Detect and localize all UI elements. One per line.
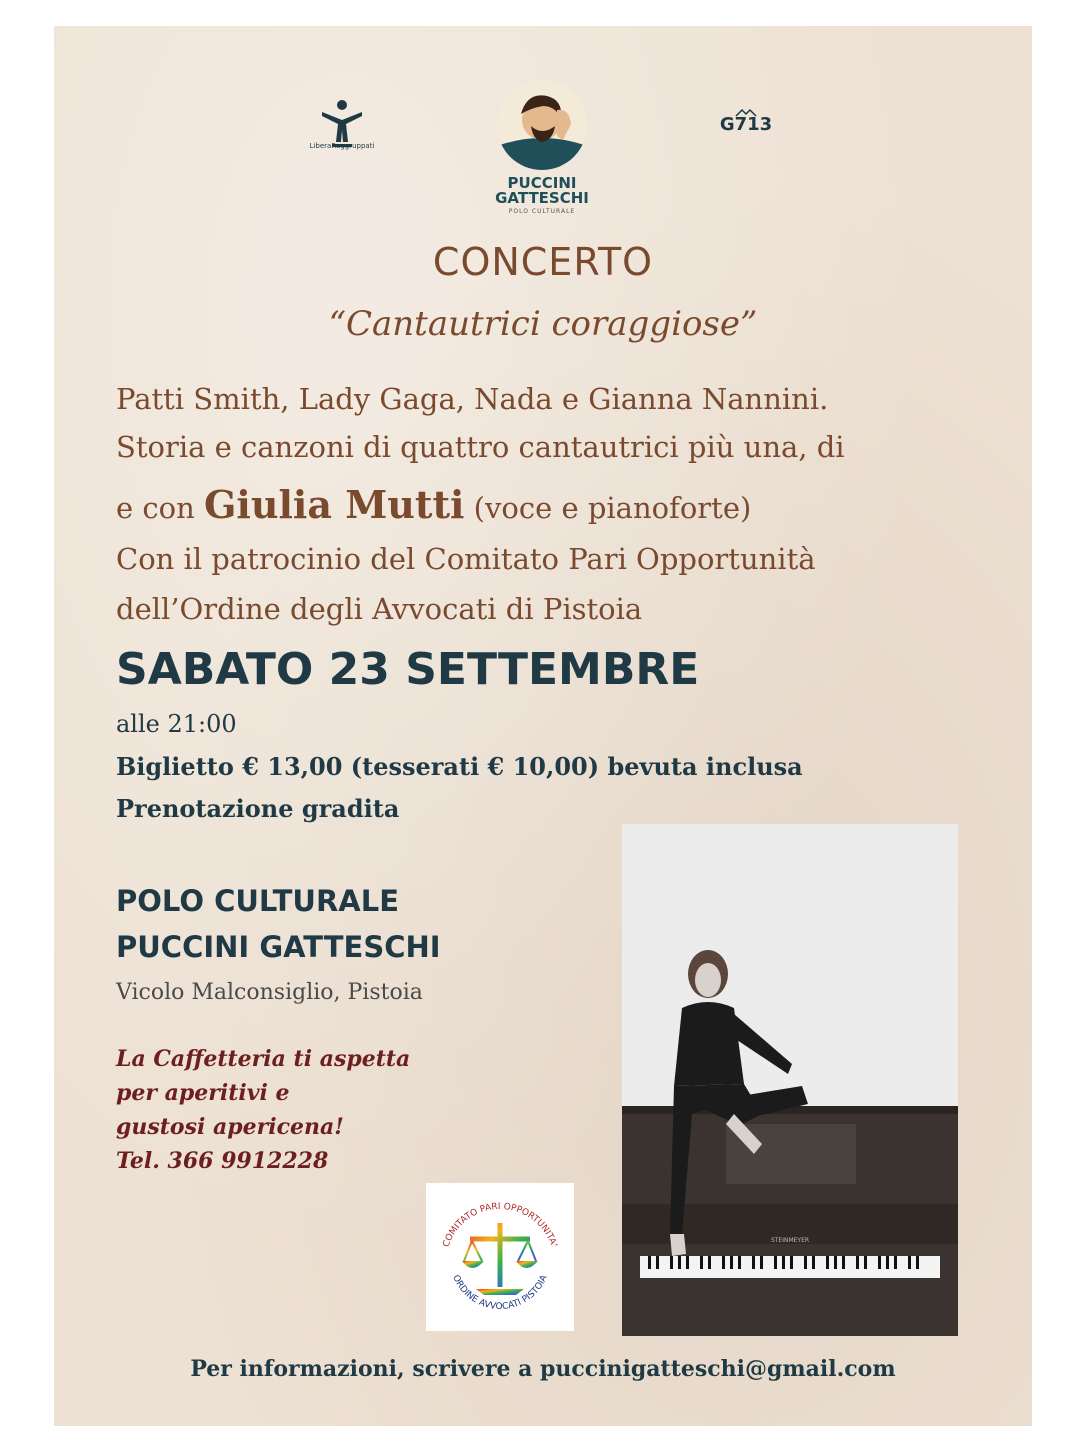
logo-title-line2: GATTESCHI	[495, 189, 589, 207]
piano-scene-image	[622, 824, 958, 1336]
description-line-5: dell’Ordine degli Avvocati di Pistoia	[116, 592, 643, 626]
puccini-gatteschi-logo	[497, 80, 587, 170]
contact-footer: Per informazioni, scrivere a puccinigatteschi@gmail.com	[190, 1356, 896, 1382]
badge-graphic	[426, 1183, 574, 1331]
description-line-2: Storia e canzoni di quattro cantautrici più una, di	[116, 430, 845, 464]
description-line-1: Patti Smith, Lady Gaga, Nada e Gianna Nannini.	[116, 382, 829, 416]
description-line-4: Con il patrocinio del Comitato Pari Opportunità	[116, 542, 816, 576]
cafe-phone: Tel. 366 9912228	[116, 1148, 329, 1174]
pari-opportunita-badge	[426, 1183, 574, 1331]
libera-raggruppati-caption: LiberaRaggruppati	[309, 142, 375, 150]
venue-line-2: PUCCINI GATTESCHI	[116, 930, 441, 964]
concert-subtitle: “Cantautrici coraggiose”	[328, 304, 758, 344]
performer-photo	[622, 824, 958, 1336]
event-date: SABATO 23 SETTEMBRE	[116, 644, 700, 695]
g713-logo-text: G713	[719, 114, 773, 135]
event-time: alle 21:00	[116, 710, 237, 738]
cafe-line-2: per aperitivi e	[116, 1080, 290, 1106]
cafe-line-1: La Caffetteria ti aspetta	[116, 1046, 411, 1072]
puccini-portrait-icon	[497, 80, 587, 170]
performer-name: Giulia Mutti	[203, 482, 465, 527]
venue-address: Vicolo Malconsiglio, Pistoia	[116, 980, 423, 1005]
booking-note: Prenotazione gradita	[116, 794, 400, 823]
cafe-line-3: gustosi apericena!	[116, 1114, 344, 1140]
performer-prefix: e con	[116, 491, 204, 525]
polo-culturale-caption: POLO CULTURALE	[508, 208, 576, 215]
piano-brand: STEINMEYER	[770, 1237, 810, 1244]
badge-bottom-text: ORDINE AVVOCATI PISTOIA	[450, 1273, 550, 1313]
logo-title-line1: PUCCINI	[507, 174, 577, 192]
description-line-3	[116, 482, 751, 527]
poster	[54, 26, 1032, 1426]
concert-heading: CONCERTO	[432, 240, 654, 284]
performer-role: (voce e pianoforte)	[464, 491, 752, 525]
venue-line-1: POLO CULTURALE	[116, 884, 400, 918]
puccini-gatteschi-title	[454, 176, 630, 206]
ticket-price: Biglietto € 13,00 (tesserati € 10,00) bevuta inclusa	[116, 752, 803, 781]
badge-top-text: COMITATO PARI OPPORTUNITA'	[441, 1201, 559, 1249]
